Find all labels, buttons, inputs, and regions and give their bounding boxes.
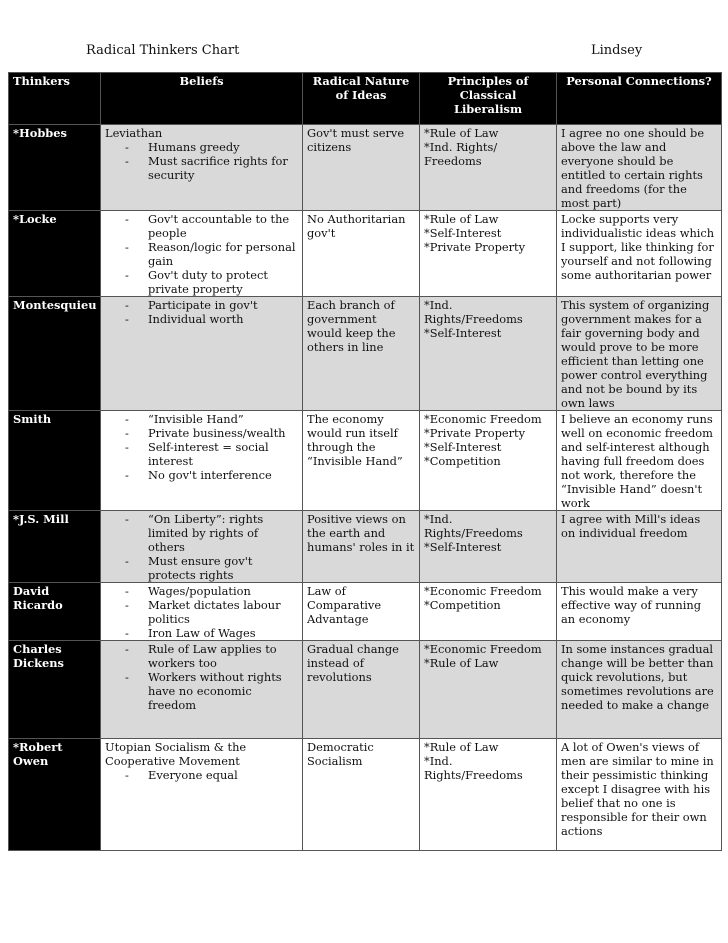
beliefs-list <box>105 298 298 326</box>
table-row <box>9 583 722 641</box>
principle-item: *Rule of Law <box>424 126 499 140</box>
thinker-name: *Locke <box>9 211 101 297</box>
principle-item: *Competition <box>424 454 501 468</box>
table-row <box>9 211 722 297</box>
principle-item: *Self-Interest <box>424 326 502 340</box>
column-header: Principles of Classical Liberalism <box>420 73 557 125</box>
belief-item: - Iron Law of Wages <box>125 626 298 640</box>
belief-item: - Wages/population <box>125 584 298 598</box>
beliefs-list <box>105 512 298 582</box>
column-header: Radical Nature of Ideas <box>303 73 420 125</box>
principle-item: *Economic Freedom <box>424 412 542 426</box>
belief-item: - Humans greedy <box>125 140 298 154</box>
column-header: Personal Connections? <box>557 73 722 125</box>
belief-item: - Market dictates labour politics <box>125 598 298 626</box>
personal-connection-cell: In some instances gradual change will be better than quick revolutions, but sometimes revolutions are needed to make a change <box>557 641 722 739</box>
belief-item: - Must ensure gov't protects rights <box>125 554 298 582</box>
principles-cell <box>420 411 557 511</box>
principles-cell <box>420 641 557 739</box>
radical-nature-cell: Positive views on the earth and humans' roles in it <box>303 511 420 583</box>
thinker-name: Charles Dickens <box>9 641 101 739</box>
belief-item: - Reason/logic for personal gain <box>125 240 298 268</box>
principle-item: *Private Property <box>424 240 526 254</box>
beliefs-cell <box>101 125 303 211</box>
table-row <box>9 739 722 851</box>
belief-item: - Must sacrifice rights for security <box>125 154 298 182</box>
table-row <box>9 297 722 411</box>
principle-item: *Self-Interest <box>424 540 502 554</box>
personal-connection-cell: This would make a very effective way of running an economy <box>557 583 722 641</box>
belief-item: - Rule of Law applies to workers too <box>125 642 298 670</box>
principle-item: *Rule of Law <box>424 740 499 754</box>
belief-item: - Participate in gov't <box>125 298 298 312</box>
principle-item: *Ind. Rights/ Freedoms <box>424 140 498 168</box>
radical-nature-cell: Each branch of government would keep the others in line <box>303 297 420 411</box>
belief-item: - Gov't accountable to the people <box>125 212 298 240</box>
radical-nature-cell: Gradual change instead of revolutions <box>303 641 420 739</box>
personal-connection-cell: Locke supports very individualistic ideas which I support, like thinking for yourself and not following some authoritarian power <box>557 211 722 297</box>
principles-cell <box>420 125 557 211</box>
principle-item: *Self-Interest <box>424 226 502 240</box>
principle-item: *Ind. Rights/Freedoms <box>424 298 523 326</box>
thinker-name: Montesquieu <box>9 297 101 411</box>
beliefs-list <box>105 412 298 482</box>
principles-cell <box>420 583 557 641</box>
beliefs-cell <box>101 739 303 851</box>
radical-nature-cell: No Authoritarian gov't <box>303 211 420 297</box>
belief-item: - Self-interest = social interest <box>125 440 298 468</box>
personal-connection-cell: I agree no one should be above the law and everyone should be entitled to certain rights and freedoms (for the most part) <box>557 125 722 211</box>
beliefs-list <box>105 642 298 712</box>
thinker-name: Smith <box>9 411 101 511</box>
radical-nature-cell: Law of Comparative Advantage <box>303 583 420 641</box>
author-name: Lindsey <box>591 43 643 58</box>
principle-item: *Economic Freedom <box>424 584 542 598</box>
principle-item: *Competition <box>424 598 501 612</box>
principle-item: *Self-Interest <box>424 440 502 454</box>
principle-item: *Rule of Law <box>424 212 499 226</box>
thinker-name: *Robert Owen <box>9 739 101 851</box>
belief-item: - “On Liberty”: rights limited by rights of others <box>125 512 298 554</box>
beliefs-cell <box>101 583 303 641</box>
thinker-name: David Ricardo <box>9 583 101 641</box>
beliefs-cell <box>101 511 303 583</box>
radical-nature-cell: Gov't must serve citizens <box>303 125 420 211</box>
belief-item: - No gov't interference <box>125 468 298 482</box>
beliefs-cell <box>101 297 303 411</box>
belief-intro: Utopian Socialism & the Cooperative Movement <box>105 740 247 768</box>
beliefs-list <box>105 212 298 296</box>
beliefs-cell <box>101 211 303 297</box>
belief-item: - Everyone equal <box>125 768 298 782</box>
personal-connection-cell: I believe an economy runs well on economic freedom and self-interest although having full freedom does not work, therefore the “Invisible Hand” doesn't work <box>557 411 722 511</box>
belief-item: - Workers without rights have no economic freedom <box>125 670 298 712</box>
radical-thinkers-table <box>8 72 722 851</box>
principle-item: *Ind. Rights/Freedoms <box>424 512 523 540</box>
principle-item: *Ind. Rights/Freedoms <box>424 754 523 782</box>
belief-item: - Private business/wealth <box>125 426 298 440</box>
belief-item: - Gov't duty to protect private property <box>125 268 298 296</box>
beliefs-cell <box>101 411 303 511</box>
principle-item: *Private Property <box>424 426 526 440</box>
belief-item: - Individual worth <box>125 312 298 326</box>
beliefs-list <box>105 584 298 640</box>
table-row <box>9 125 722 211</box>
table-row <box>9 641 722 739</box>
principle-item: *Economic Freedom <box>424 642 542 656</box>
principles-cell <box>420 511 557 583</box>
radical-nature-cell: Democratic Socialism <box>303 739 420 851</box>
beliefs-cell <box>101 641 303 739</box>
beliefs-list <box>105 768 298 782</box>
belief-intro: Leviathan <box>105 126 163 140</box>
personal-connection-cell: This system of organizing government makes for a fair governing body and would prove to be more efficient than letting one power control everything and not be bound by its own laws <box>557 297 722 411</box>
column-header: Thinkers <box>9 73 101 125</box>
column-header: Beliefs <box>101 73 303 125</box>
principle-item: *Rule of Law <box>424 656 499 670</box>
principles-cell <box>420 211 557 297</box>
table-row <box>9 511 722 583</box>
table-header-row <box>9 73 722 125</box>
personal-connection-cell: I agree with Mill's ideas on individual freedom <box>557 511 722 583</box>
principles-cell <box>420 297 557 411</box>
thinker-name: *J.S. Mill <box>9 511 101 583</box>
thinker-name: *Hobbes <box>9 125 101 211</box>
table-row <box>9 411 722 511</box>
principles-cell <box>420 739 557 851</box>
personal-connection-cell: A lot of Owen's views of men are similar to mine in their pessimistic thinking except I disagree with his belief that no one is responsible for their own actions <box>557 739 722 851</box>
radical-nature-cell: The economy would run itself through the “Invisible Hand” <box>303 411 420 511</box>
beliefs-list <box>105 140 298 182</box>
belief-item: - “Invisible Hand” <box>125 412 298 426</box>
chart-title: Radical Thinkers Chart <box>86 43 240 58</box>
